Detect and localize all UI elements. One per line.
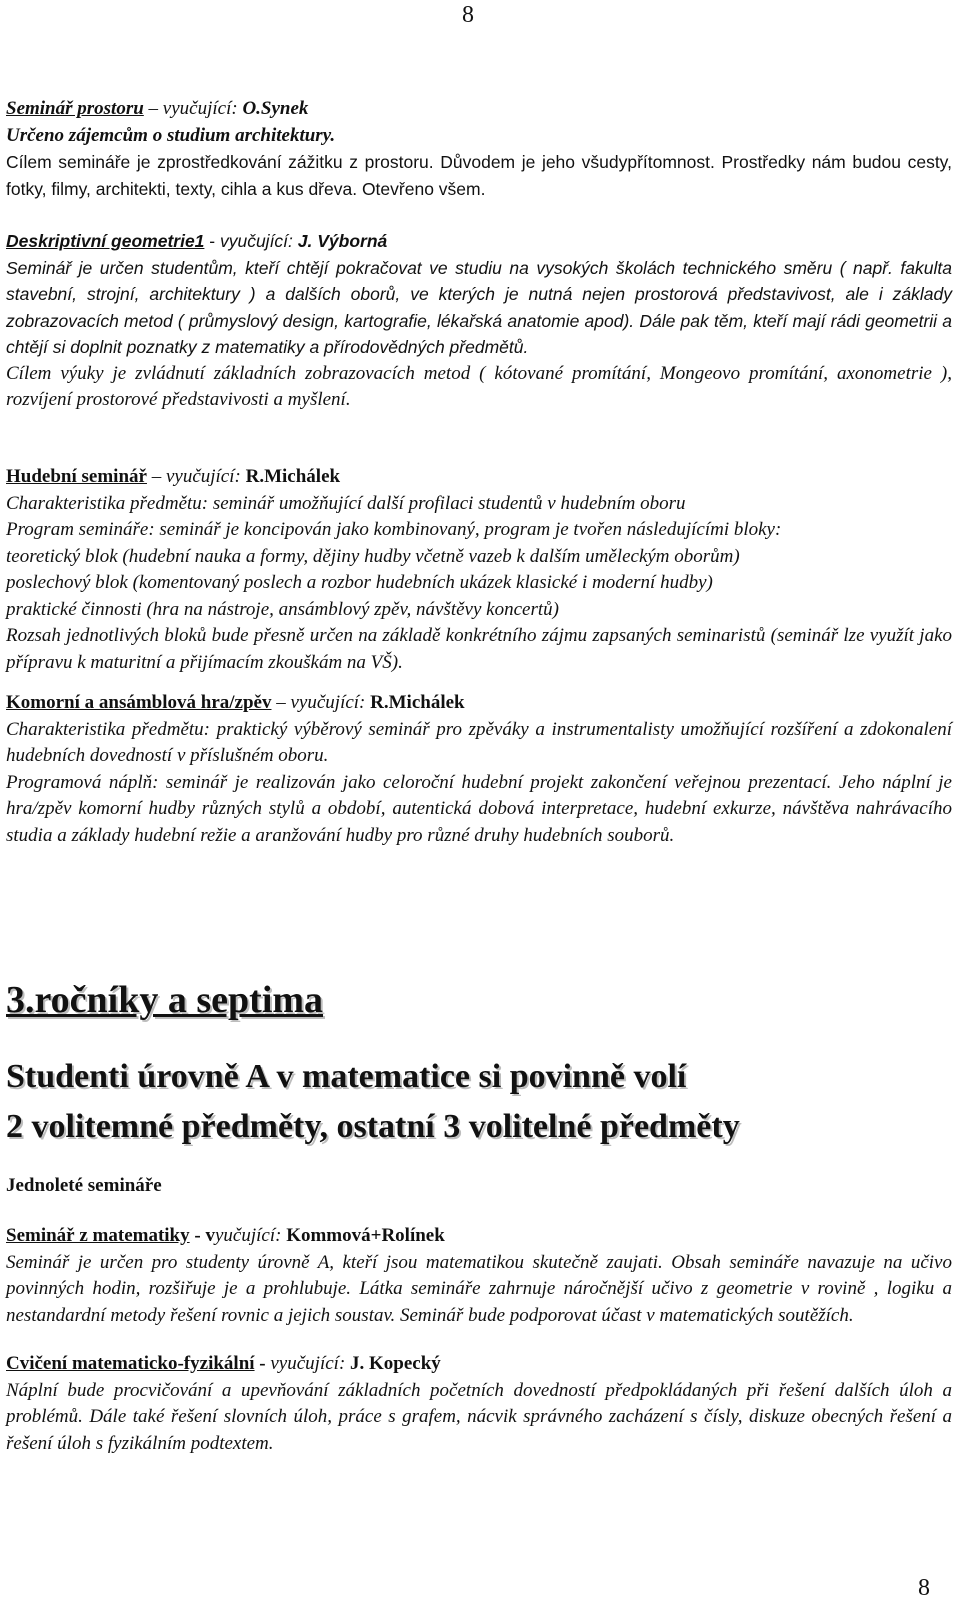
music-scope: Rozsah jednotlivých bloků bude přesně určen na základě konkrétního zájmu zapsaných seminaristů (seminář lze využít jako přípravu k maturitní a přijímacím zkouškám na VŠ). xyxy=(6,625,952,673)
seminar-title: Cvičení matematicko-fyzikální xyxy=(6,1353,255,1374)
teacher-name: Kommová+Rolínek xyxy=(286,1225,445,1246)
teacher-label: vyučující: xyxy=(270,1353,351,1374)
seminar-description: Náplní bude procvičování a upevňování základních početních dovedností předpokládaných při řešení dalších úloh a problémů. Dále také řešení slovních úloh, práce s grafem, nácvik správného zacházení s čísly, diskuze obecných řešení a řešení úloh s fyzikálním podtextem. xyxy=(6,1379,952,1454)
descriptive-geometry-section xyxy=(6,228,952,414)
main-heading-line-2: 2 volitemné předměty, ostatní 3 volitelné předměty xyxy=(6,1108,740,1145)
math-physics-section xyxy=(6,1351,952,1457)
main-heading xyxy=(6,1052,740,1152)
music-line-5: praktické činnosti (hra na nástroje, ansámblový zpěv, návštěvy koncertů) xyxy=(6,598,559,620)
music-seminar-section xyxy=(6,464,952,676)
section-heading xyxy=(6,690,952,717)
page-number-top: 8 xyxy=(462,2,474,28)
section-heading xyxy=(6,1223,952,1250)
chamber-program: Programová náplň: seminář je realizován jako celoroční hudební projekt zakončení veřejnou prezentací. Jeho náplní je hra/zpěv komorní hudby různých stylů a období, autentická dobová interpretace, hudební exkurze, návštěva nahrávacího studia a základy hudební režie a aranžování hudby pro různé druhy hudebních souborů. xyxy=(6,771,952,846)
math-seminar-section xyxy=(6,1223,952,1329)
teacher-label: yučující: xyxy=(214,1225,287,1246)
seminar-description: Seminář je určen studentům, kteří chtějí pokračovat ve studiu na vysokých školách technického směru ( např. fakulta stavební, strojní, architektury ) a dalších oborů, ve kterých je nutná nejen prostorová představivost, ale i základy zobrazovacích metod ( průmyslový design, kartografie, lékařská anatomie apod). Dále pak těm, kteří mají rádi geometrii a chtějí si doplnit poznatky z matematiky a přírodovědných předmětů. xyxy=(6,257,952,357)
section-heading xyxy=(6,96,952,123)
heading-dash: - v xyxy=(189,1225,215,1246)
heading-dash: – xyxy=(146,466,166,487)
teacher-label: vyučující: xyxy=(162,98,243,119)
seminar-space-section xyxy=(6,96,952,202)
teacher-label: vyučující: xyxy=(290,692,371,713)
music-line-3: teoretický blok (hudební nauka a formy, dějiny hudby včetně vazeb k dalším uměleckým oborům) xyxy=(6,545,740,567)
section-heading xyxy=(6,464,952,491)
music-line-1: Charakteristika předmětu: seminář umožňující další profilaci studentů v hudebním oboru xyxy=(6,492,686,514)
section-title: 3.ročníky a septima xyxy=(6,979,324,1021)
seminar-title: Seminář z matematiky xyxy=(6,1225,190,1246)
section-heading xyxy=(6,1351,952,1378)
seminar-description: Cílem semináře je zprostředkování zážitku z prostoru. Důvodem je jeho všudypřítomnost. Prostředky nám budou cesty, fotky, filmy, architekti, texty, cihla a kus dřeva. Otevřeno všem. xyxy=(6,152,952,199)
chamber-music-section xyxy=(6,690,952,849)
teacher-name: O.Synek xyxy=(242,98,309,119)
teacher-label: vyučující: xyxy=(165,466,246,487)
teacher-name: R.Michálek xyxy=(245,466,341,487)
seminar-title: Seminář prostoru xyxy=(6,98,144,119)
music-line-4: poslechový blok (komentovaný poslech a rozbor hudebních ukázek klasické i moderní hudby) xyxy=(6,572,713,593)
teacher-label: vyučující: xyxy=(219,231,298,251)
seminar-title: Komorní a ansámblová hra/zpěv xyxy=(6,692,272,713)
heading-dash: – xyxy=(271,692,291,713)
section-heading xyxy=(6,228,952,255)
heading-dash: - xyxy=(204,231,220,251)
teacher-name: J. Výborná xyxy=(297,231,388,251)
seminar-title: Hudební seminář xyxy=(6,466,147,487)
chamber-characteristic: Charakteristika předmětu: praktický výběrový seminář pro zpěváky a instrumentalisty umožňující rozšíření a zdokonalení hudebních dovedností v příslušném oboru. xyxy=(6,718,952,766)
music-line-2: Program semináře: seminář je koncipován jako kombinovaný, program je tvořen následujícími bloky: xyxy=(6,519,782,540)
target-audience: Určeno zájemcům o studium architektury. xyxy=(6,124,336,146)
subheading: Jednoleté semináře xyxy=(6,1175,162,1196)
seminar-title: Deskriptivní geometrie1 xyxy=(6,231,205,251)
seminar-goal: Cílem výuky je zvládnutí základních zobrazovacích metod ( kótované promítání, Mongeovo promítání, axonometrie ), rozvíjení prostorové představivosti a myšlení. xyxy=(6,362,952,410)
teacher-name: R.Michálek xyxy=(370,692,465,713)
teacher-name: J. Kopecký xyxy=(350,1353,441,1374)
heading-dash: - xyxy=(254,1353,271,1374)
page-number-bottom: 8 xyxy=(918,1575,930,1601)
seminar-description: Seminář je určen pro studenty úrovně A, kteří jsou matematikou skutečně zaujati. Obsah semináře navazuje na učivo povinných hodin, rozšiřuje je a prohlubuje. Látka semináře zahrnuje náročnější učivo z geometrie v rovině , logiku a nestandardní metody řešení rovnic a jejich soustav. Seminář bude podporovat účast v matematických soutěžích. xyxy=(6,1251,952,1326)
heading-dash: – xyxy=(143,98,163,119)
main-heading-line-1: Studenti úrovně A v matematice si povinně volí xyxy=(6,1058,687,1095)
